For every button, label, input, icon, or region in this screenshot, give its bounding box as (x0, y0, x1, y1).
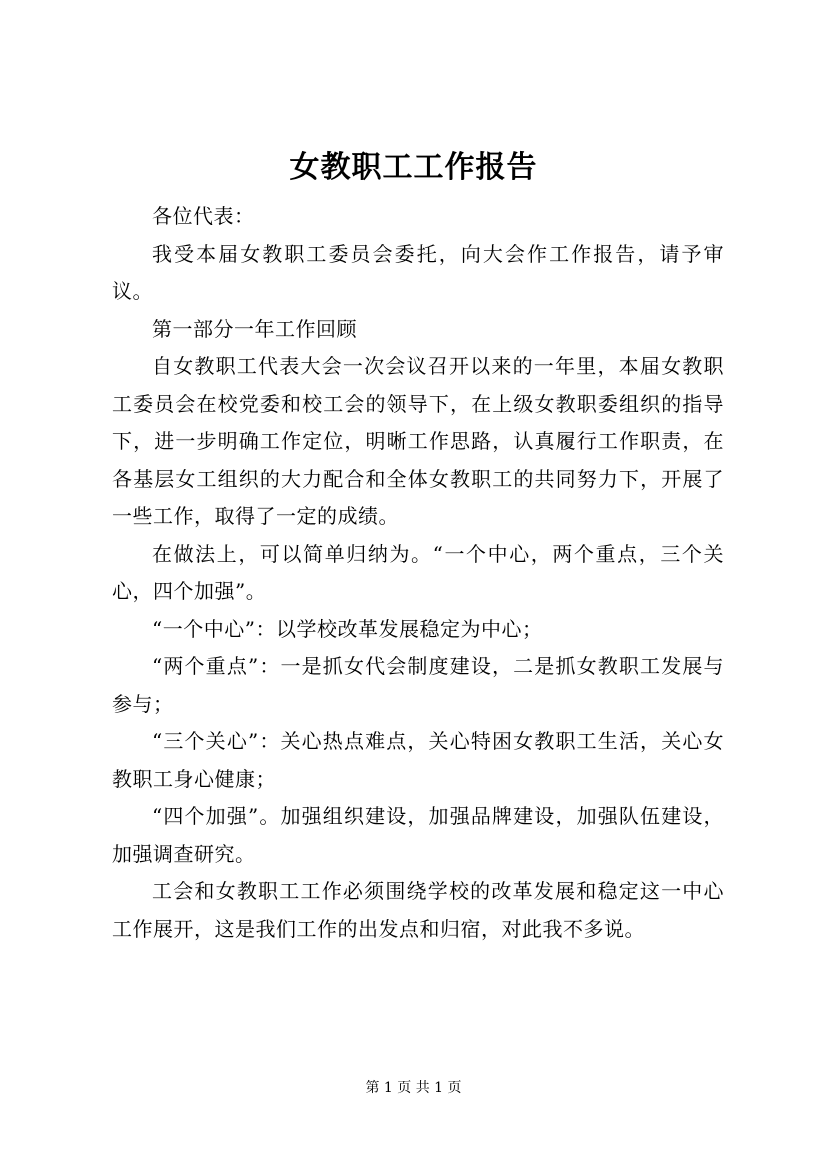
section-heading: 第一部分一年工作回顾 (152, 316, 357, 341)
body-paragraph: “三个关心”：关心热点难点，关心特困女教职工生活，关心女教职工身心健康； (112, 729, 724, 791)
body-paragraph: 在做法上，可以简单归纳为。“一个中心，两个重点，三个关心，四个加强”。 (112, 541, 724, 603)
page-number-footer: 第 1 页 共 1 页 (365, 1080, 462, 1096)
intro-paragraph: 我受本届女教职工委员会委托，向大会作工作报告，请予审议。 (112, 241, 724, 303)
body-paragraph: “一个中心”：以学校改革发展稳定为中心； (152, 616, 543, 641)
document-title: 女教职工工作报告 (289, 150, 538, 185)
body-paragraph: “两个重点”：一是抓女代会制度建设，二是抓女教职工发展与参与； (112, 654, 724, 716)
body-paragraph: “四个加强”。加强组织建设，加强品牌建设，加强队伍建设，加强调查研究。 (112, 804, 724, 866)
salutation-paragraph: 各位代表： (152, 204, 255, 228)
body-paragraph: 工会和女教职工工作必须围绕学校的改革发展和稳定这一中心工作展开，这是我们工作的出发点和归宿，对此我不多说。 (112, 879, 724, 941)
body-paragraph: 自女教职工代表大会一次会议召开以来的一年里，本届女教职工委员会在校党委和校工会的领导下，在上级女教职委组织的指导下，进一步明确工作定位，明晰工作思路，认真履行工作职责，在各基层女工组织的大力配合和全体女教职工的共同努力下，开展了一些工作，取得了一定的成绩。 (112, 354, 724, 528)
document-body (112, 198, 724, 948)
